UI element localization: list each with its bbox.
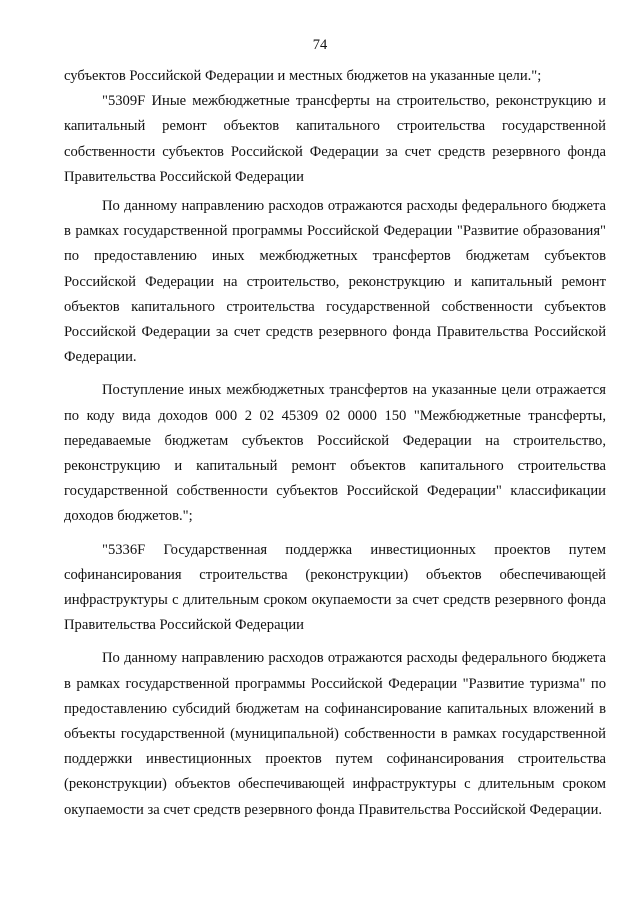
document-body — [64, 64, 606, 823]
paragraph-continuation: субъектов Российской Федерации и местных бюджетов на указанные цели."; — [64, 68, 542, 84]
paragraph-5336f-description: По данному направлению расходов отражаются расходы федерального бюджета в рамках государственной программы Российской Федерации "Развитие туризма" по предоставлению субсидий бюджетам на софинансирование капитальных вложений в объекты государственной (муниципальной) собственности в рамках государственной поддержки инвестиционных проектов путем софинансирования строительства (реконструкции) объектов обеспечивающей инфраструктуры с длительным сроком окупаемости за счет средств резервного фонда Правительства Российской Федерации. — [64, 650, 606, 818]
paragraph-5309f-heading: "5309F Иные межбюджетные трансферты на строительство, реконструкцию и капитальный ремонт объектов капитального строительства государственной собственности субъектов Российской Федерации за счет средств резервного фонда Правительства Российской Федерации — [64, 93, 606, 185]
page-number: 74 — [312, 37, 328, 53]
paragraph-5336f-heading: "5336F Государственная поддержка инвестиционных проектов путем софинансирования строительства (реконструкции) объектов обеспечивающей инфраструктуры с длительным сроком окупаемости за счет средств резервного фонда Правительства Российской Федерации — [64, 541, 606, 634]
paragraph-5309f-income-code: Поступление иных межбюджетных трансфертов на указанные цели отражается по коду вида доходов 000 2 02 45309 02 0000 150 "Межбюджетные трансферты, передаваемые бюджетам субъектов Российской Федерации на строительство, реконструкцию и капитальный ремонт объектов капитального строительства государственной собственности субъектов Российской Федерации" классификации доходов бюджетов."; — [64, 382, 606, 525]
paragraph-5309f-description: По данному направлению расходов отражаются расходы федерального бюджета в рамках государственной программы Российской Федерации "Развитие образования" по предоставлению иных межбюджетных трансфертов бюджетам субъектов Российской Федерации на строительство, реконструкцию и капитальный ремонт объектов капитального строительства государственной собственности субъектов Российской Федерации за счет средств резервного фонда Правительства Российской Федерации. — [64, 198, 606, 366]
